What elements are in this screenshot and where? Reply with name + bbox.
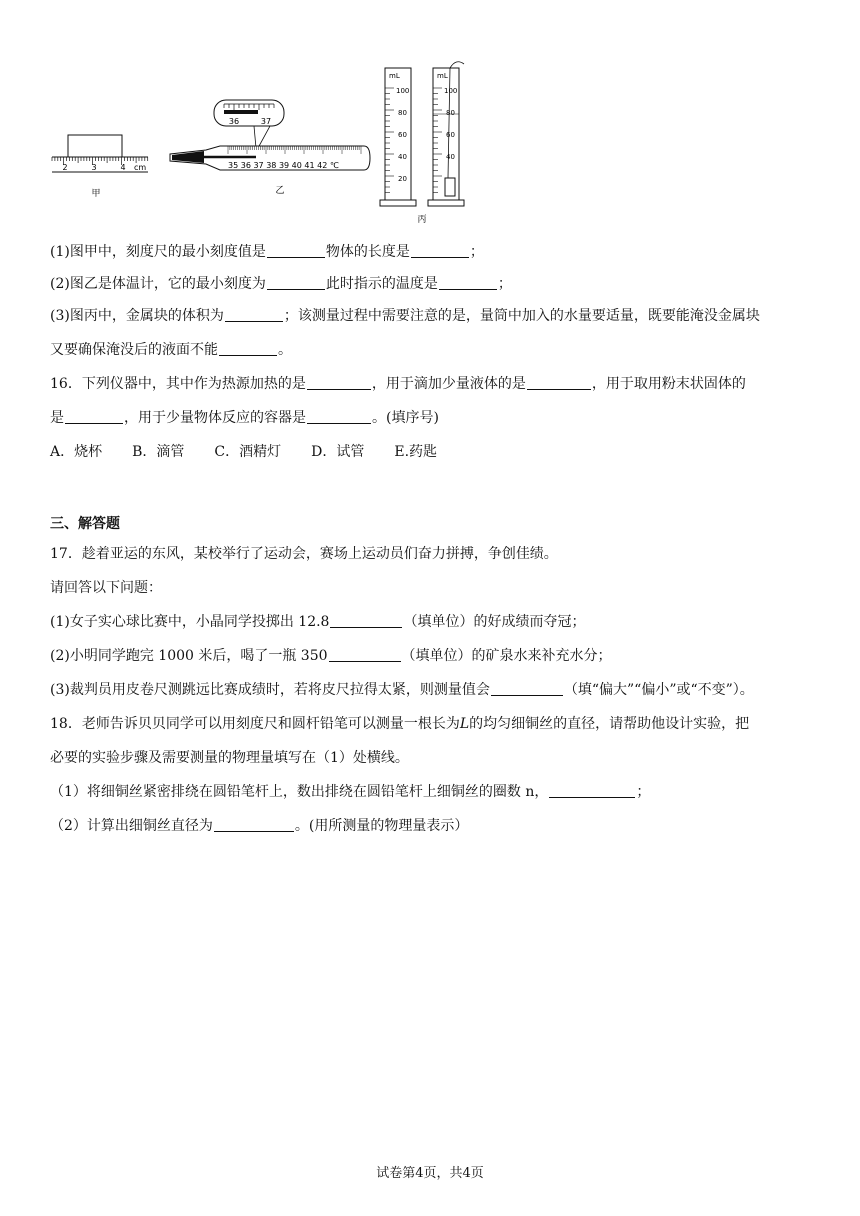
thermometer-diagram	[170, 100, 370, 196]
ruler-tick-label: 2	[62, 163, 68, 172]
cylinder-tick-label: 60	[398, 131, 407, 139]
answer-blank[interactable]	[219, 341, 277, 356]
zoom-tick-label: 36	[228, 117, 240, 126]
q16-options	[50, 442, 467, 462]
answer-blank[interactable]	[329, 647, 401, 662]
answer-blank[interactable]	[65, 409, 123, 424]
cylinder-tick-label: 100	[444, 87, 458, 95]
answer-blank[interactable]	[307, 375, 371, 390]
ruler-tick-label: 4	[120, 163, 126, 172]
q17-stem: 17．趁着亚运的东风，某校举行了运动会，赛场上运动员们奋力拼搏，争创佳绩。	[50, 546, 558, 562]
q17-part1: (1)女子实心球比赛中，小晶同学投掷出 12.8 （填单位）的好成绩而夺冠；	[50, 614, 586, 630]
cylinder-tick-label: 80	[398, 109, 407, 117]
answer-blank[interactable]	[267, 275, 325, 290]
metal-block	[445, 178, 455, 196]
cylinder-tick-label: 40	[398, 153, 407, 161]
option-e[interactable]: E.药匙	[394, 444, 438, 460]
cylinder-unit-label: mL	[437, 72, 448, 80]
answer-blank[interactable]	[491, 681, 563, 696]
answer-blank[interactable]	[214, 817, 294, 832]
q16-stem: 16．下列仪器中，其中作为热源加热的是 ，用于滴加少量液体的是 ，用于取用粉末状固体的	[50, 376, 746, 392]
cylinder-tick-label: 60	[446, 131, 455, 139]
cylinder-tick-label: 80	[446, 109, 455, 117]
answer-blank[interactable]	[267, 243, 325, 258]
q15-part3-cont: 又要确保淹没后的液面不能 。	[50, 342, 292, 358]
q17-part3: (3)裁判员用皮卷尺测跳远比赛成绩时，若将皮尺拉得太紧，则测量值会 （填“偏大”“偏小”或“不变”）。	[50, 682, 754, 698]
option-b[interactable]: B．滴管	[132, 444, 185, 460]
q15-part1: (1)图甲中，刻度尺的最小刻度值是 物体的长度是 ；	[50, 244, 484, 260]
cylinder-tick-label: 20	[398, 175, 407, 183]
ruler-tick-label: 3	[91, 163, 97, 172]
cylinder-unit-label: mL	[389, 72, 400, 80]
q18-stem: 18．老师告诉贝贝同学可以用刻度尺和圆杆铅笔可以测量一根长为L的均匀细铜丝的直径，请帮助他设计实验，把	[50, 716, 750, 732]
q18-stem-cont: 必要的实验步骤及需要测量的物理量填写在（1）处横线。	[50, 750, 409, 766]
cylinder-diagram	[380, 62, 464, 225]
q17-part2: (2)小明同学跑完 1000 米后，喝了一瓶 350 （填单位）的矿泉水来补充水分；	[50, 648, 612, 664]
zoom-tick-label: 37	[260, 117, 272, 126]
option-c[interactable]: C．酒精灯	[214, 444, 282, 460]
answer-blank[interactable]	[439, 275, 497, 290]
ruler-caption: 甲	[91, 189, 101, 199]
ruler-diagram	[52, 135, 148, 199]
cylinder-tick-label: 100	[396, 87, 410, 95]
answer-blank[interactable]	[307, 409, 371, 424]
option-a[interactable]: A．烧杯	[50, 444, 103, 460]
answer-blank[interactable]	[225, 307, 283, 322]
q16-stem-cont: 是 ，用于少量物体反应的容器是 。(填序号)	[50, 410, 439, 426]
cylinder-tick-label: 40	[446, 153, 455, 161]
q17-prompt: 请回答以下问题：	[50, 580, 162, 596]
thermometer-scale: 35 36 37 38 39 40 41 42 ℃	[228, 161, 339, 170]
option-d[interactable]: D．试管	[311, 444, 365, 460]
section-title: 三、解答题	[50, 516, 120, 532]
thermometer-caption: 乙	[275, 186, 285, 196]
q18-step2: （2）计算出细铜丝直径为 。(用所测量的物理量表示）	[50, 818, 469, 834]
ruler-unit-label: cm	[134, 163, 147, 172]
q18-step1: （1）将细铜丝紧密排绕在圆铅笔杆上，数出排绕在圆铅笔杆上细铜丝的圈数 n， ；	[50, 784, 651, 800]
answer-blank[interactable]	[330, 613, 402, 628]
q15-part3: (3)图丙中，金属块的体积为 ；该测量过程中需要注意的是，量筒中加入的水量要适量，既要能淹没金属块	[50, 308, 760, 324]
answer-blank[interactable]	[549, 783, 635, 798]
answer-blank[interactable]	[411, 243, 469, 258]
q15-part2: (2)图乙是体温计，它的最小刻度为 此时指示的温度是 ；	[50, 276, 512, 292]
answer-blank[interactable]	[527, 375, 591, 390]
page-footer: 试卷第4页，共4页	[376, 1166, 484, 1181]
measurement-figure	[44, 58, 504, 230]
cylinder-caption: 丙	[417, 215, 427, 225]
